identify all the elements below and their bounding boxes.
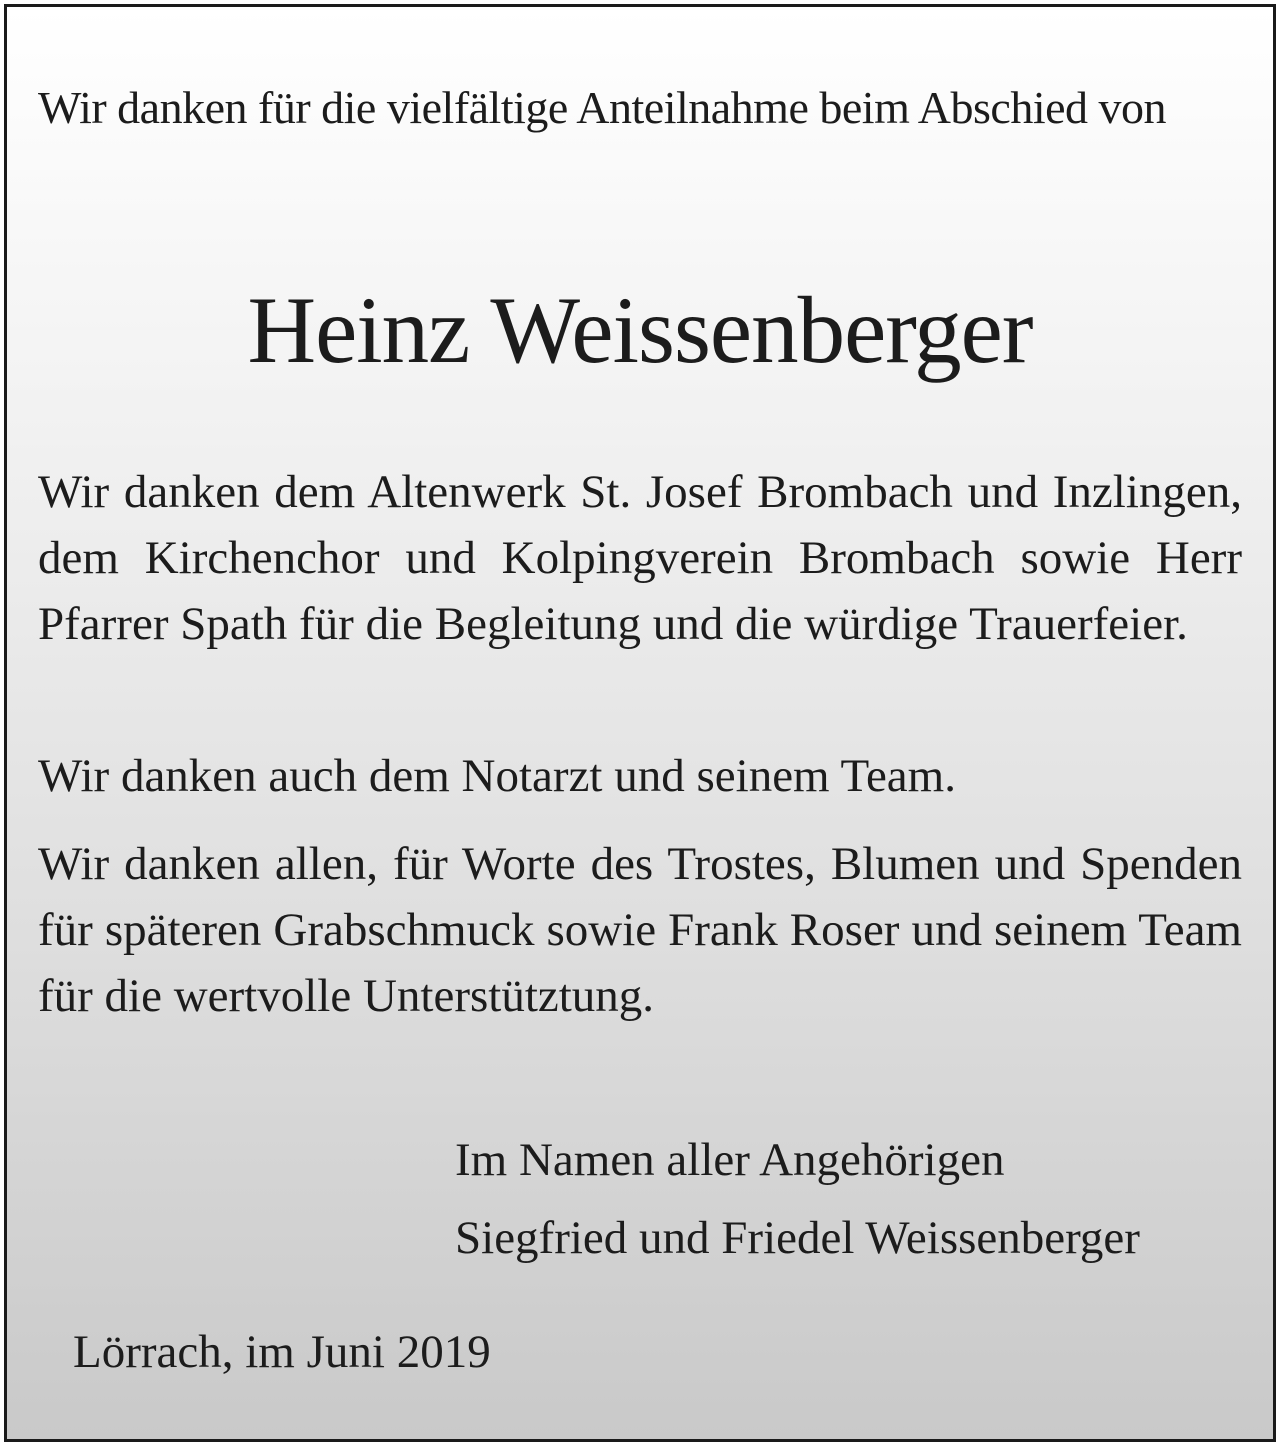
thanks-paragraph-1: Wir danken dem Altenwerk St. Josef Brombach und Inzlingen, dem Kirchenchor und Kolpingverein Brombach sowie Herr Pfarrer Spath für die Begleitung und die würdige Trauerfeier. [38,466,1242,650]
thank-you-notice [4,4,1276,1442]
thanks-paragraph-3: Wir danken allen, für Worte des Trostes, Blumen und Spenden für späteren Grabschmuck sowie Frank Roser und seinem Team für die wertvolle Unterstütztung. [38,838,1242,1022]
deceased-name: Heinz Weissenberger [247,277,1033,383]
place-date: Lörrach, im Juni 2019 [73,1326,491,1378]
signature-line-1: Im Namen aller Angehörigen [455,1134,1005,1186]
signature-line-2: Siegfried und Friedel Weissenberger [455,1212,1140,1264]
intro-text: Wir danken für die vielfältige Anteilnahme beim Abschied von [38,82,1167,133]
thanks-paragraph-2: Wir danken auch dem Notarzt und seinem Team. [38,750,956,802]
